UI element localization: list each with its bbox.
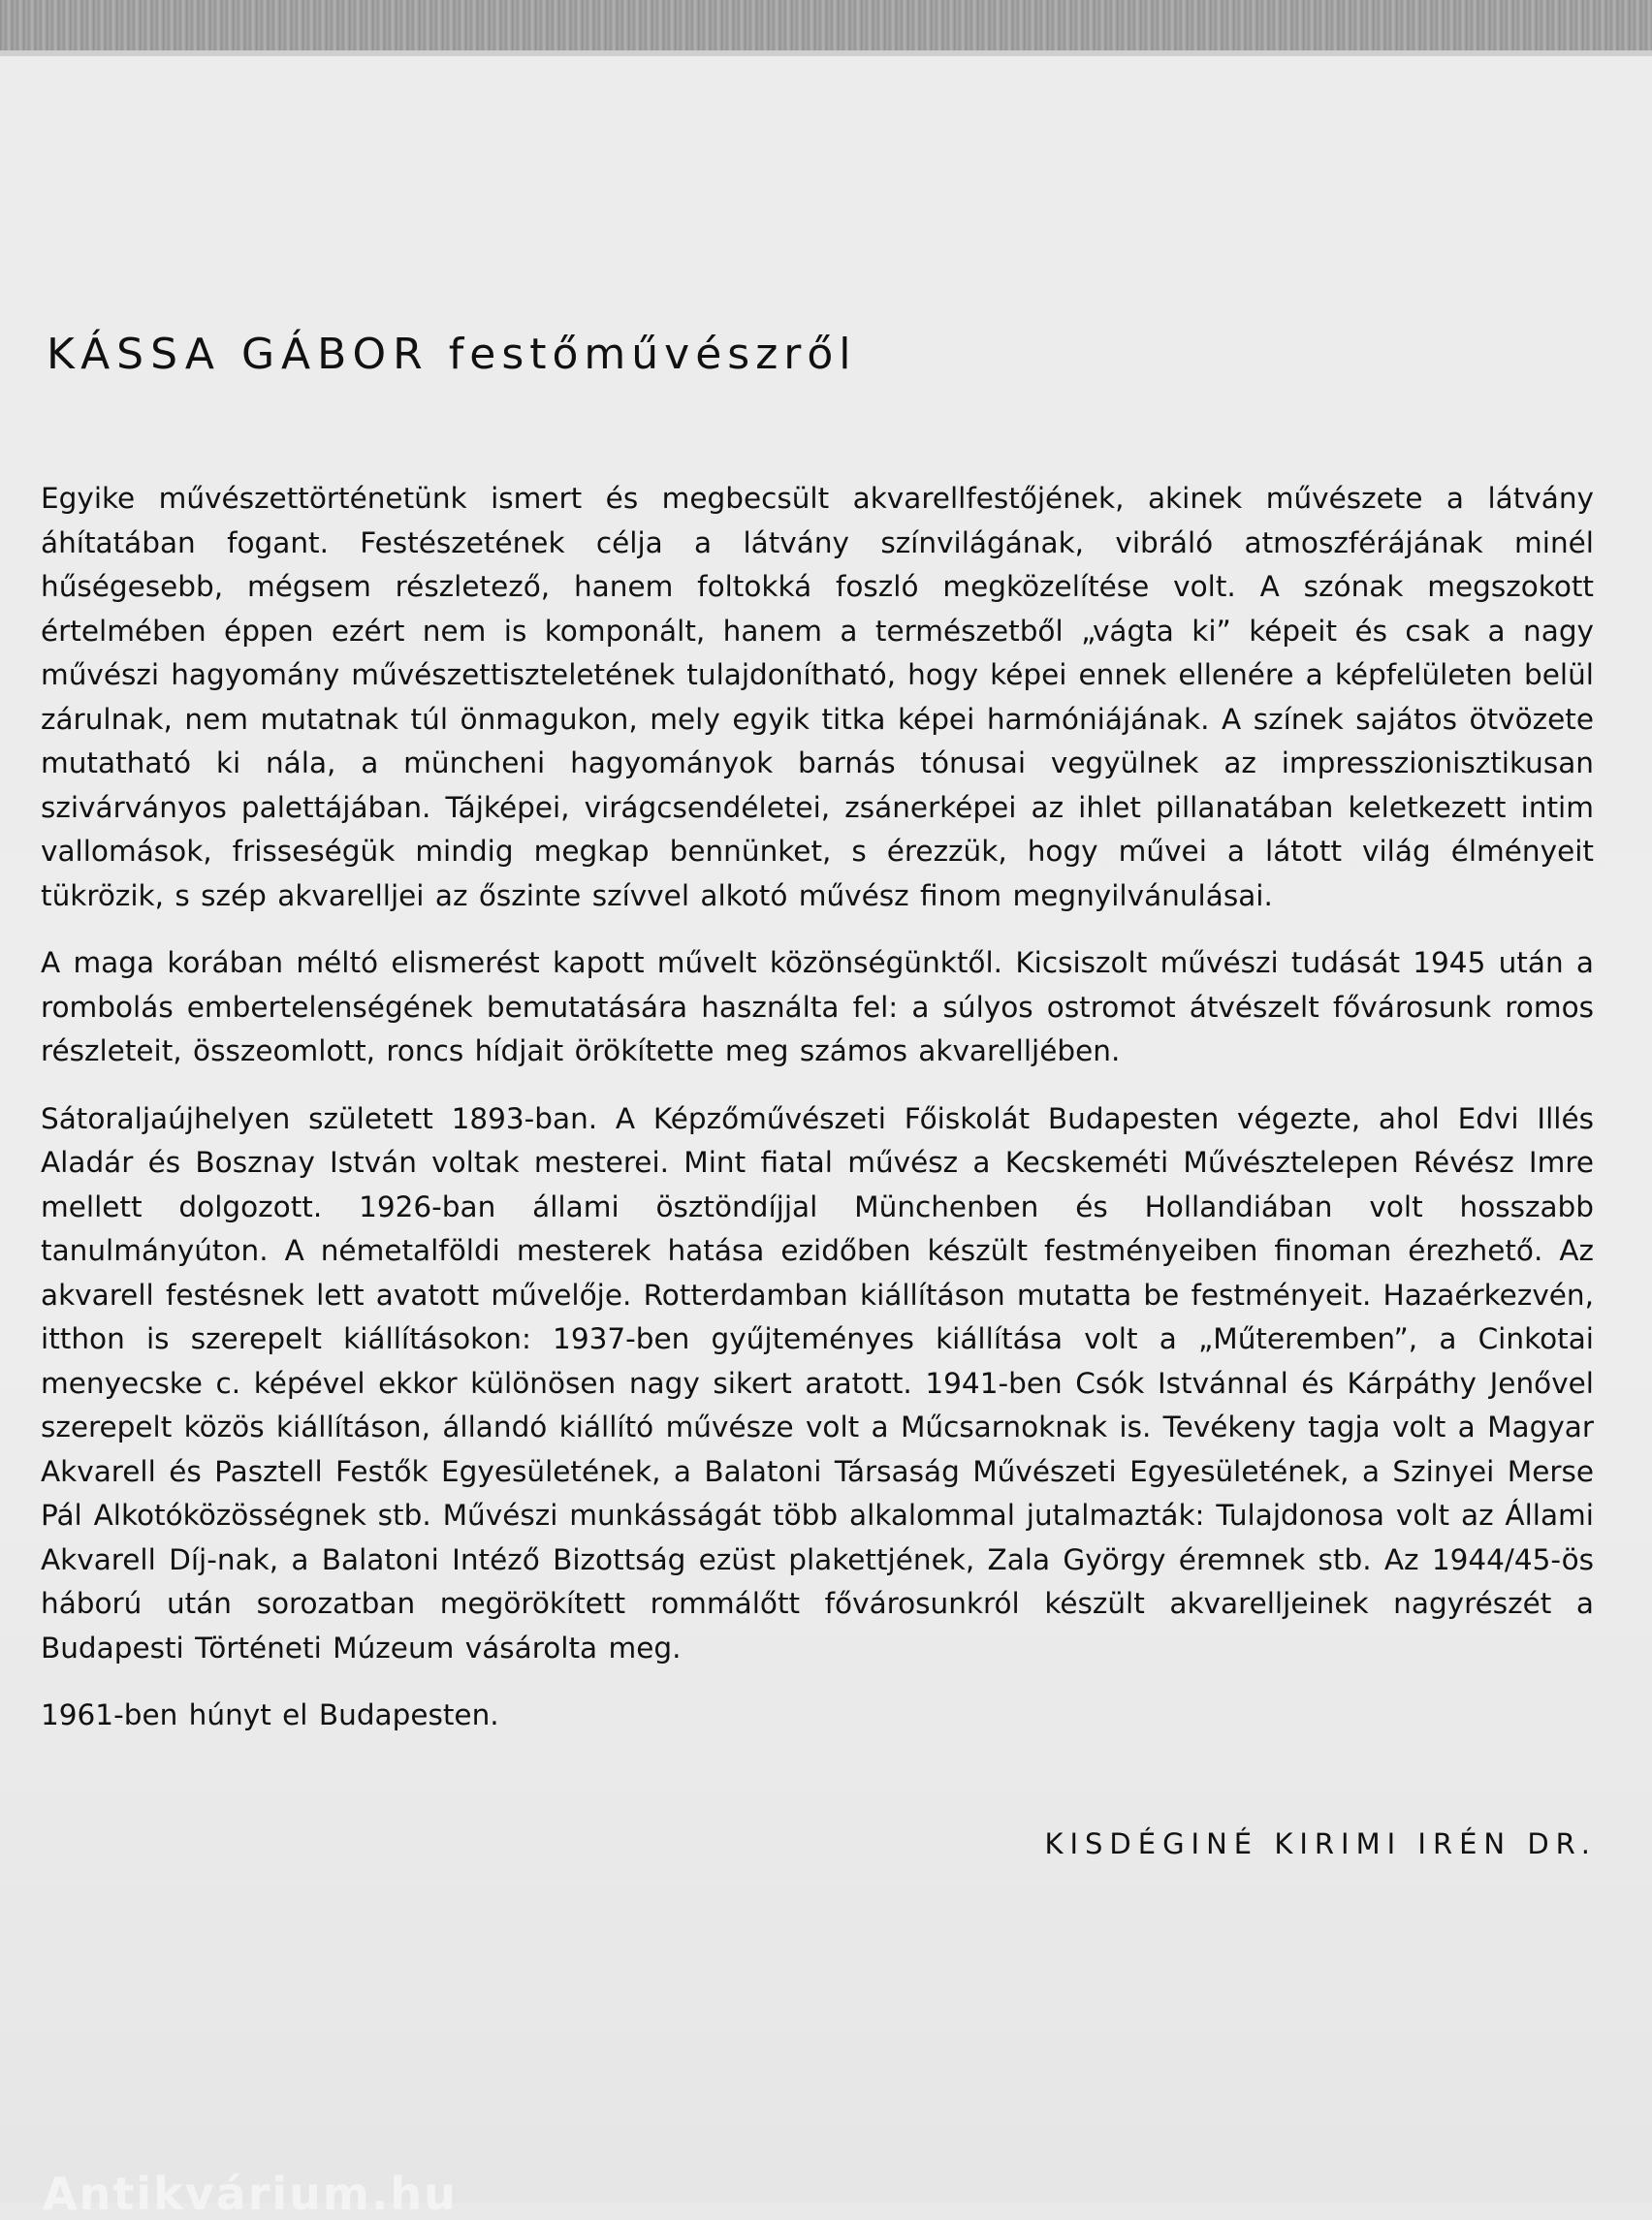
paragraph-biography: Sátoraljaújhelyen született 1893-ban. A Képzőművészeti Főiskolát Budapesten végezte, ahol Edvi Illés Aladár és Bosznay István voltak mesterei. Mint fiatal művész a Kecskeméti Művésztelepen Révész Imre mellett dolgozott. 1926-ban állami ösztöndíjjal Münchenben és Hollandiában volt hosszabb tanulmányúton. A németalföldi mesterek hatása ezidőben készült festményeiben finoman érezhető. Az akvarell festésnek lett avatott művelője. Rotterdamban kiállításon mutatta be festményeit. Hazaérkezvén, itthon is szerepelt kiállításokon: 1937-ben gyűjteményes kiállítása volt a „Műteremben”, a Cinkotai menyecske c. képével ekkor különösen nagy sikert aratott. 1941-ben Csók Istvánnal és Kárpáthy Jenővel szerepelt közös kiállításon, állandó kiállító művésze volt a Műcsarnoknak is. Tevékeny tagja volt a Magyar Akvarell és Pasztell Festők Egyesületének, a Balatoni Társaság Művészeti Egyesületének, a Szinyei Merse Pál Alkotóközösségnek stb. Művészi munkásságát több alkalommal jutalmazták: Tulajdonosa volt az Állami Akvarell Díj-nak, a Balatoni Intéző Bizottság ezüst plakettjének, Zala György éremnek stb. Az 1944/45-ös háború után sorozatban megörökített rommálőtt fővárosunkról készült akvarelljeinek nagyrészét a Budapesti Történeti Múzeum vásárolta meg.: [41, 1101, 1594, 1665]
title-name: KÁSSA GÁBOR: [47, 330, 429, 379]
page-title: [47, 330, 857, 379]
paragraph-intro: Egyike művészettörténetünk ismert és megbecsült akvarellfestőjének, akinek művészete a látvány áhítatában fogant. Festészetének célja a látvány színvilágának, vibráló atmoszférájának minél hűségesebb, mégsem részletező, hanem foltokká foszló megközelítése volt. A szónak megszokott értelmében éppen ezért nem is komponált, hanem a természetből „vágta ki” képeit és csak a nagy művészi hagyomány művészettiszteletének tulajdonítható, hogy képei ennek ellenére a képfelületen belül zárulnak, nem mutatnak túl önmagukon, mely egyik titka képei harmóniájának. A színek sajátos ötvözete mutatható ki nála, a müncheni hagyományok barnás tónusai vegyülnek az impresszionisztikusan szivárványos palettájában. Tájképei, virágcsendéletei, zsánerképei az ihlet pillanatában keletkezett intim vallomások, frisseségük mindig megkap bennünket, s érezzük, hogy művei a látott világ élményeit tükrözik, s szép akvarelljei az őszinte szívvel alkotó művész finom megnyilvánulásai.: [41, 482, 1594, 912]
author-signature: KISDÉGINÉ KIRIMI IRÉN DR.: [1044, 1827, 1597, 1860]
paragraph-death: 1961-ben húnyt el Budapesten.: [41, 1698, 499, 1731]
background-top-strip: [0, 0, 1652, 56]
title-subtitle: festőművészről: [448, 330, 857, 379]
article-body: [41, 477, 1594, 1761]
paragraph-postwar: A maga korában méltó elismerést kapott művelt közönségünktől. Kicsiszolt művészi tudását 1945 után a rombolás embertelenségének bemutatására használta fel: a súlyos ostromot átvészelt fővárosunk romos részleteit, összeomlott, roncs hídjait örökítette meg számos akvarelljében.: [41, 946, 1594, 1067]
watermark: Antikvárium.hu: [43, 2168, 458, 2220]
